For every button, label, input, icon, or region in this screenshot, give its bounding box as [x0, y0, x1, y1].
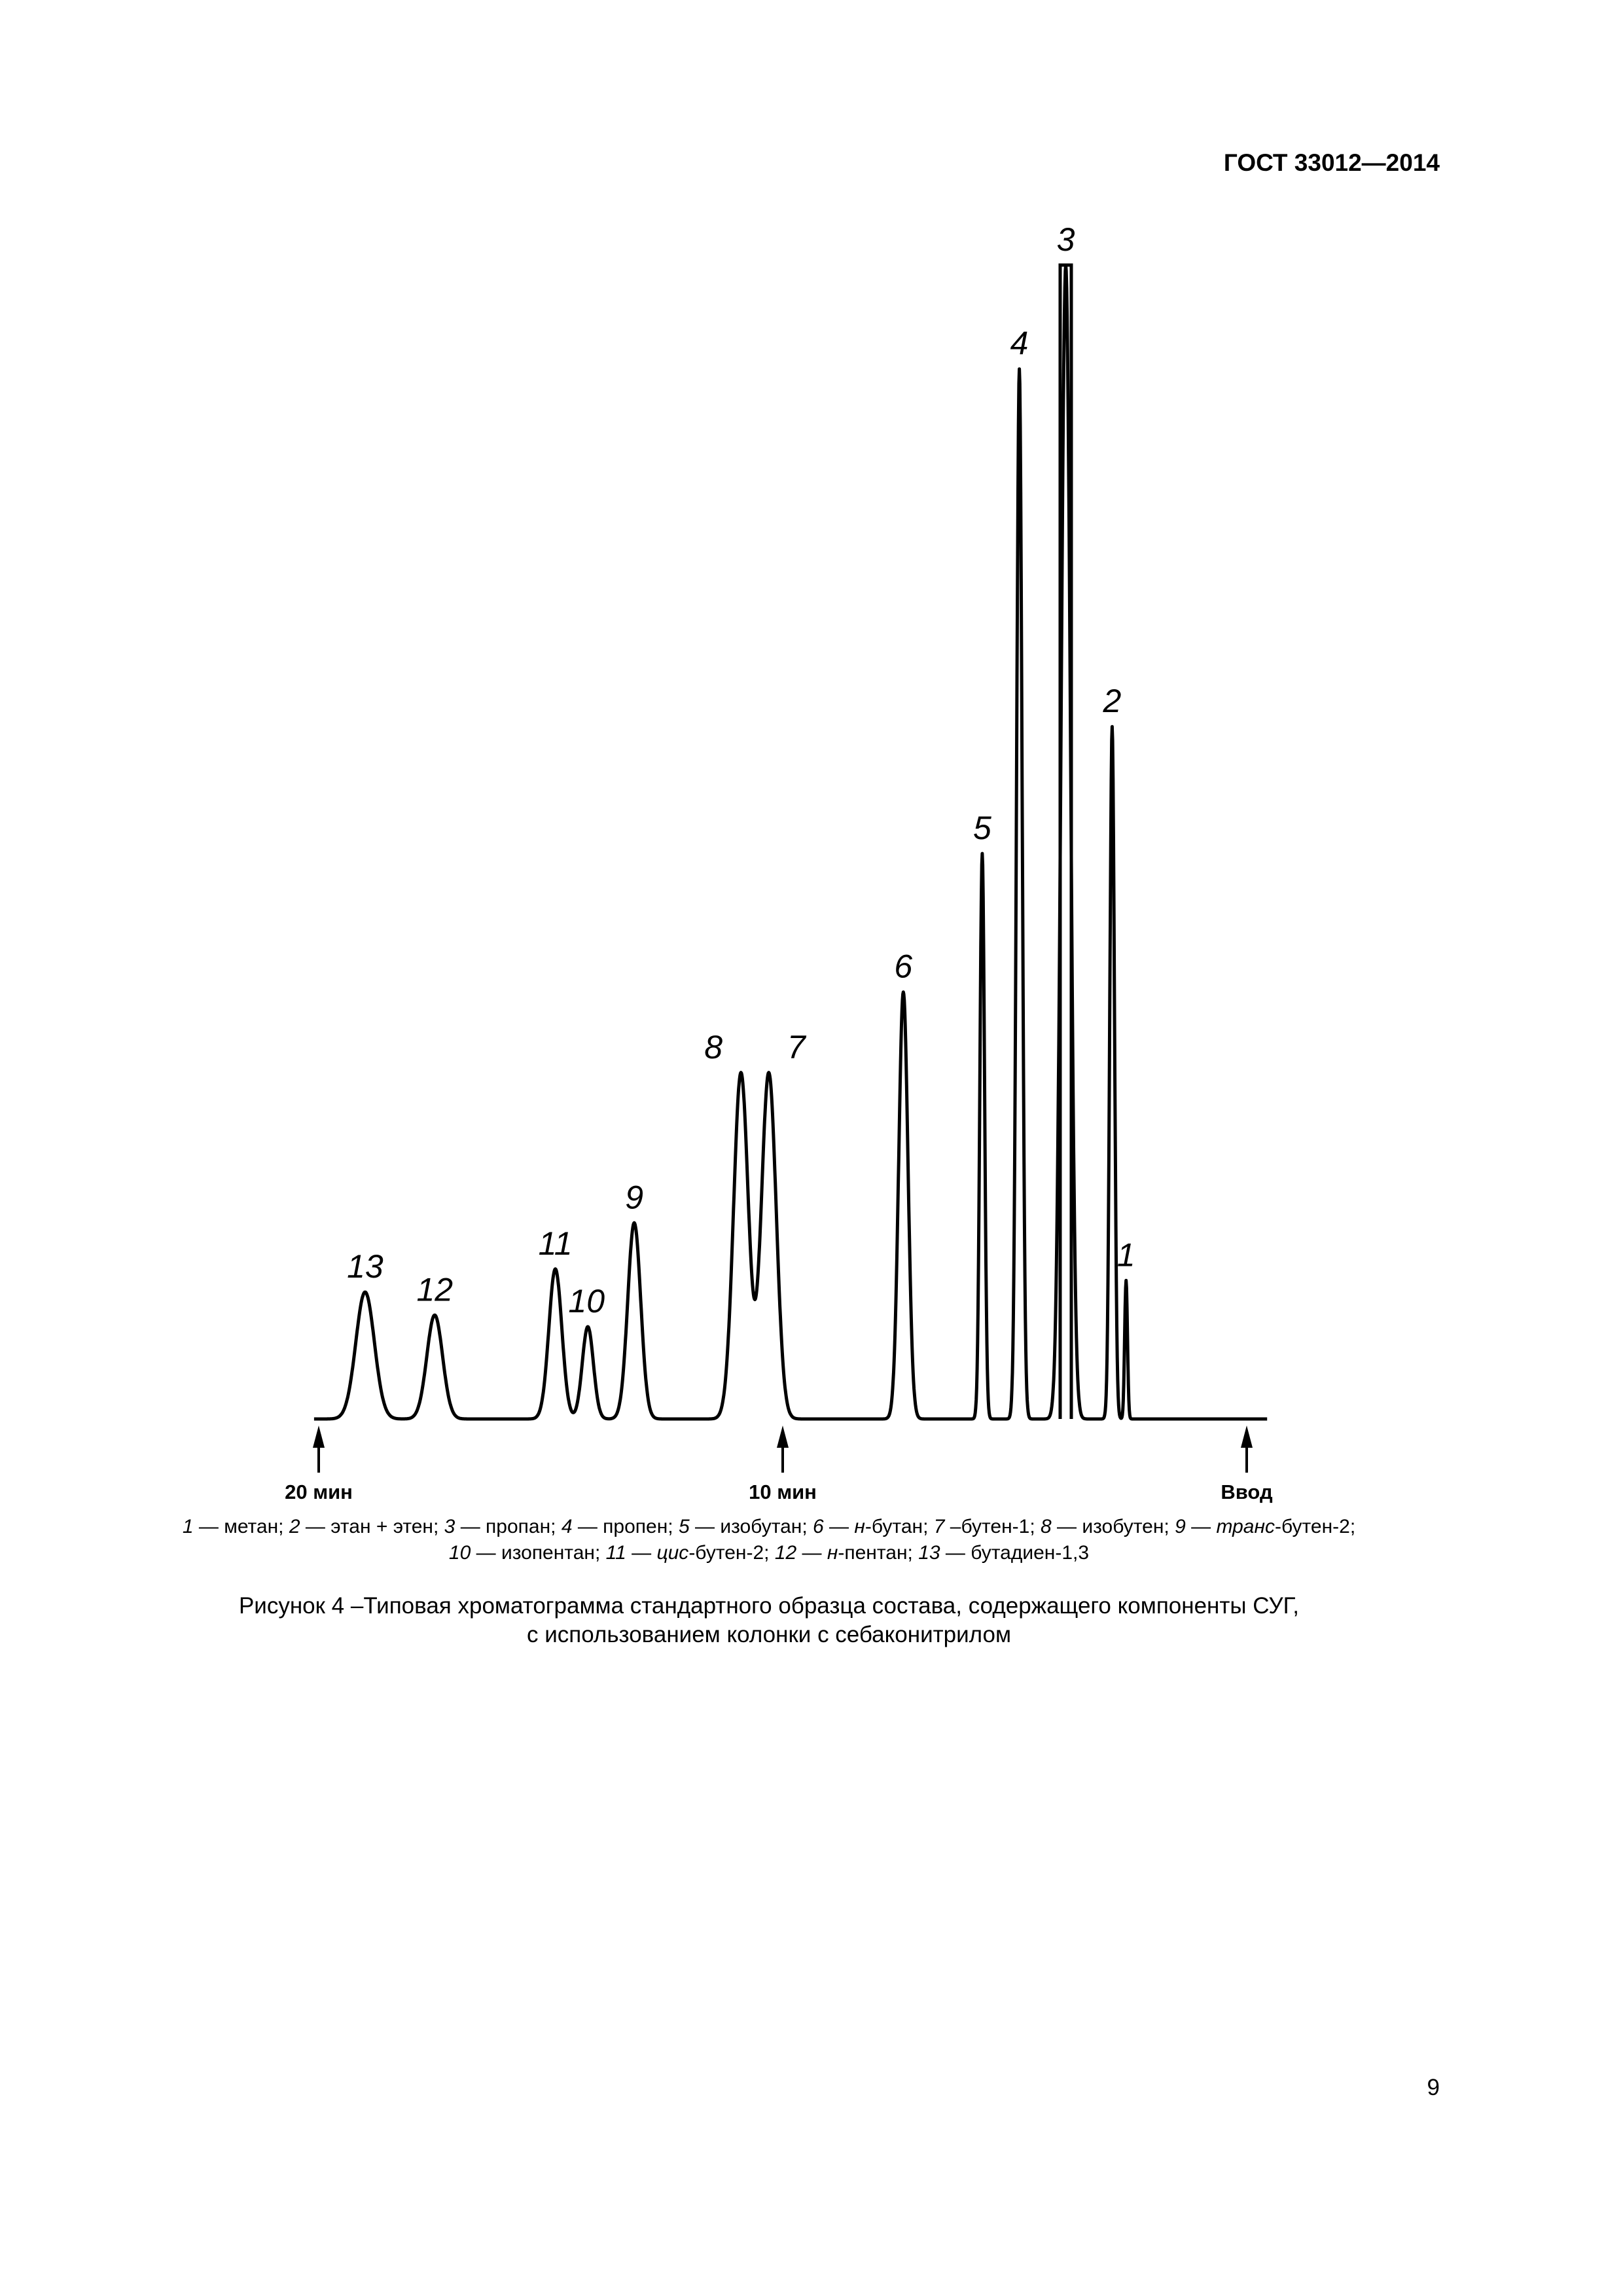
peak-label-3: 3	[1056, 221, 1075, 258]
legend-item: 7 –бутен-1;	[933, 1516, 1041, 1537]
legend-item: 5 — изобутан;	[678, 1516, 813, 1537]
caption-line-1: Рисунок 4 –Типовая хроматограмма стандартного образца состава, содержащего компоненты СУГ,	[238, 1593, 1300, 1619]
legend-item: 11 — цис-бутен-2;	[605, 1542, 775, 1564]
time-marker	[749, 1426, 817, 1503]
peak-label-1: 1	[1116, 1236, 1135, 1274]
legend-item: 10 — изопентан;	[448, 1542, 606, 1564]
legend-item: 9 — транс-бутен-2;	[1175, 1516, 1356, 1537]
figure-legend	[98, 1514, 1440, 1566]
legend-item: 8 — изобутен;	[1041, 1516, 1175, 1537]
peak-label-6: 6	[894, 948, 913, 985]
legend-item: 4 — пропен;	[561, 1516, 679, 1537]
caption-line-2: с использованием колонки с себаконитрилом	[526, 1622, 1012, 1647]
time-marker-label: Ввод	[1221, 1480, 1273, 1503]
document-number: ГОСТ 33012—2014	[1223, 149, 1440, 176]
time-markers	[285, 1426, 1273, 1503]
legend-item: 1 — метан;	[182, 1516, 289, 1537]
time-marker	[285, 1426, 353, 1503]
legend-line-2	[98, 1540, 1440, 1566]
legend-item: 13 — бутадиен-1,3	[918, 1542, 1090, 1564]
peak-label-13: 13	[347, 1248, 383, 1285]
time-marker-label: 10 мин	[749, 1480, 817, 1503]
page-number: 9	[1427, 2075, 1440, 2100]
peak-label-9: 9	[625, 1179, 644, 1216]
legend-item: 2 — этан + этен;	[289, 1516, 444, 1537]
peak-label-8: 8	[704, 1029, 723, 1066]
figure-caption	[98, 1592, 1440, 1649]
peak-label-7: 7	[787, 1029, 806, 1066]
peak-label-4: 4	[1010, 325, 1029, 362]
time-marker-label: 20 мин	[285, 1480, 353, 1503]
peak-label-2: 2	[1103, 683, 1122, 720]
legend-item: 3 — пропан;	[444, 1516, 562, 1537]
peak-label-10: 10	[568, 1282, 605, 1319]
legend-item: 6 — н-бутан;	[813, 1516, 934, 1537]
time-marker	[1221, 1426, 1273, 1503]
peak-label-5: 5	[972, 810, 991, 847]
legend-item: 12 — н-пентан;	[774, 1542, 919, 1564]
peak-label-12: 12	[416, 1271, 454, 1308]
legend-line-1	[98, 1514, 1440, 1540]
peak-label-11: 11	[538, 1225, 573, 1262]
